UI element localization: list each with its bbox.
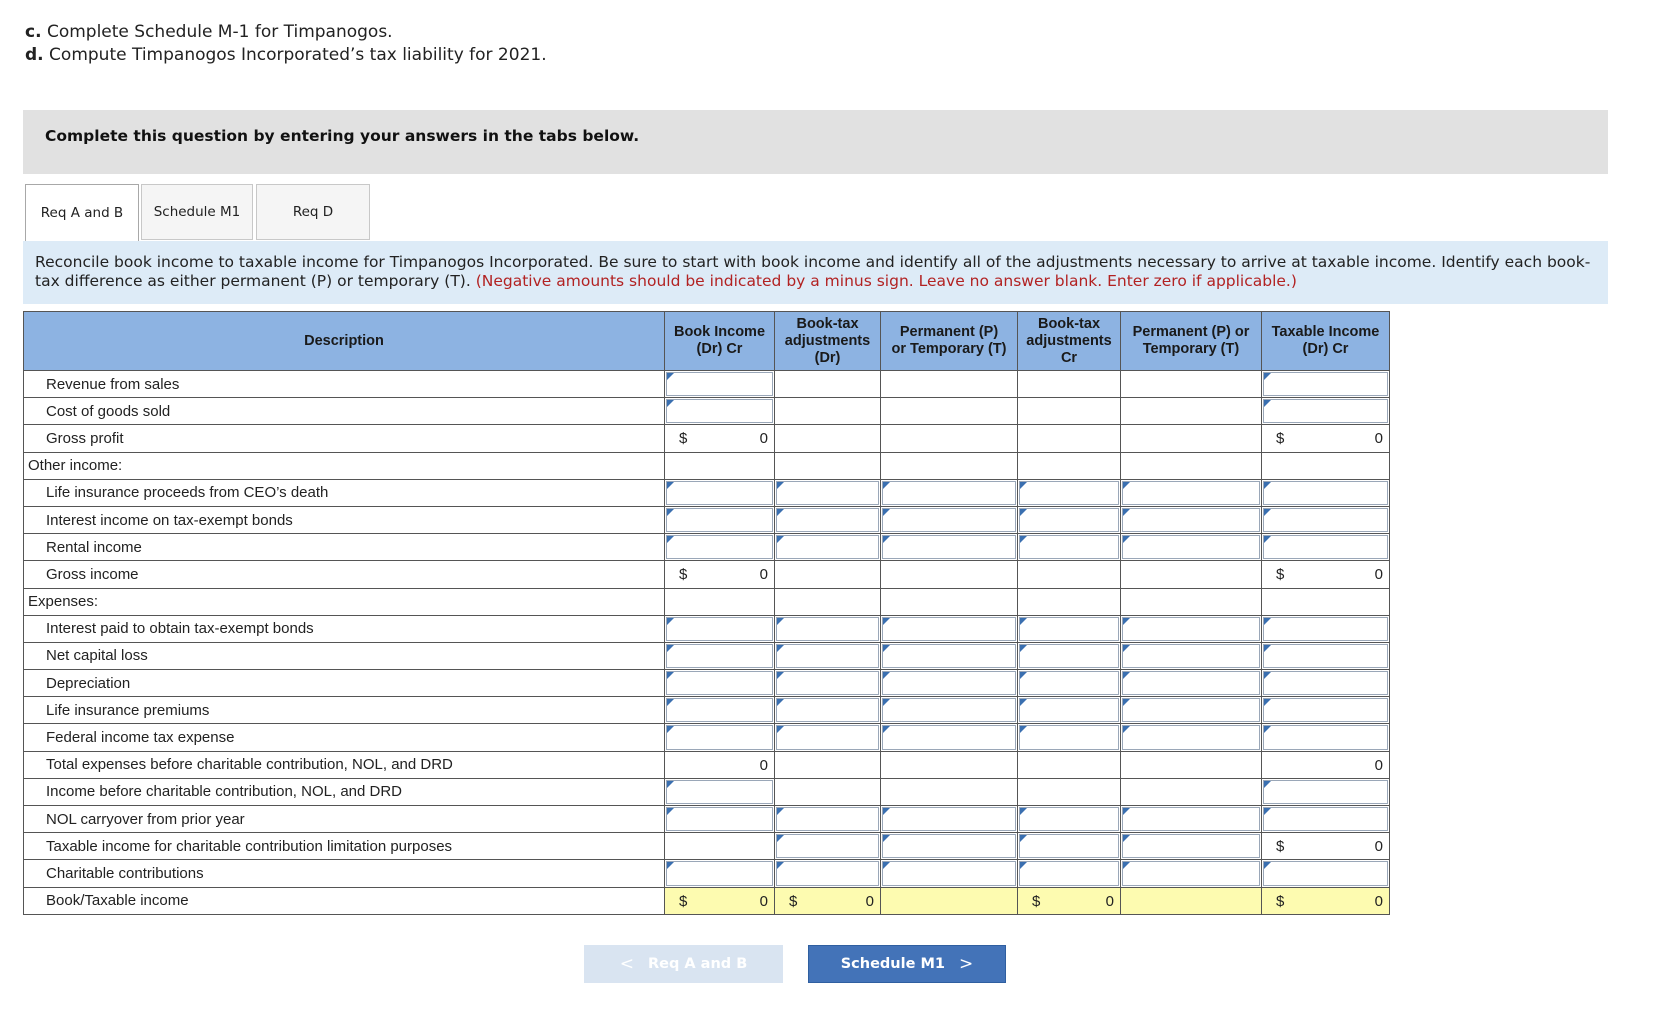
cell-book xyxy=(665,724,775,751)
cell-pt2 xyxy=(1121,697,1262,724)
row-label: Revenue from sales xyxy=(24,371,665,398)
cell-taxable xyxy=(1262,371,1390,398)
cell-adj_dr xyxy=(775,479,881,506)
input-book[interactable] xyxy=(666,807,773,831)
cell-adj_cr xyxy=(1018,806,1121,833)
row-label: Total expenses before charitable contribution, NOL, and DRD xyxy=(24,751,665,778)
row-label: Federal income tax expense xyxy=(24,724,665,751)
prompt-text: Reconcile book income to taxable income for Timpanogos Incorporated. Be sure to start with book income and identify all of the adjustments necessary to arrive at taxable income. Identify each book-tax difference as either permanent (P) or temporary (T). xyxy=(35,253,1591,290)
col-book-income: Book Income (Dr) Cr xyxy=(665,312,775,371)
input-adj_dr[interactable] xyxy=(776,617,879,641)
cell-book xyxy=(665,833,775,860)
cell-pt1 xyxy=(881,697,1018,724)
input-pt2[interactable] xyxy=(1122,807,1260,831)
input-taxable[interactable] xyxy=(1263,725,1388,749)
table-row xyxy=(24,806,1390,833)
input-adj_dr[interactable] xyxy=(776,644,879,668)
input-taxable[interactable] xyxy=(1263,617,1388,641)
cell-taxable xyxy=(1262,506,1390,533)
table-row xyxy=(24,398,1390,425)
input-pt1[interactable] xyxy=(882,508,1016,532)
table-row xyxy=(24,452,1390,479)
question-c xyxy=(25,22,393,42)
cell-pt1 xyxy=(881,806,1018,833)
input-pt1[interactable] xyxy=(882,807,1016,831)
cell-book xyxy=(665,479,775,506)
cell-taxable xyxy=(1262,534,1390,561)
cell-pt2 xyxy=(1121,833,1262,860)
row-label: Life insurance premiums xyxy=(24,697,665,724)
cell-taxable xyxy=(1262,778,1390,805)
cell-adj_dr xyxy=(775,615,881,642)
cell-pt2 xyxy=(1121,778,1262,805)
cell-book xyxy=(665,561,775,588)
cell-pt1 xyxy=(881,452,1018,479)
input-book[interactable] xyxy=(666,481,773,505)
table-row xyxy=(24,642,1390,669)
input-adj_dr[interactable] xyxy=(776,508,879,532)
tab-req-a-and-b[interactable]: Req A and B xyxy=(25,184,139,242)
cell-taxable xyxy=(1262,670,1390,697)
cell-adj_cr xyxy=(1018,371,1121,398)
cell-pt1 xyxy=(881,887,1018,914)
cell-taxable xyxy=(1262,751,1390,778)
row-label: Depreciation xyxy=(24,670,665,697)
question-c-label: c. xyxy=(25,22,42,42)
chevron-left-icon: < xyxy=(619,954,634,974)
cell-book xyxy=(665,615,775,642)
cell-adj_dr xyxy=(775,642,881,669)
input-pt1[interactable] xyxy=(882,725,1016,749)
input-pt2[interactable] xyxy=(1122,508,1260,532)
cell-pt2 xyxy=(1121,670,1262,697)
cell-adj_dr xyxy=(775,534,881,561)
currency-symbol: $ xyxy=(679,892,688,910)
cell-taxable xyxy=(1262,615,1390,642)
input-adj_cr[interactable] xyxy=(1019,698,1119,722)
input-taxable[interactable] xyxy=(1263,698,1388,722)
schedule-m1-table xyxy=(23,311,1390,915)
currency-symbol: $ xyxy=(1032,892,1041,910)
next-tab-button[interactable] xyxy=(808,945,1006,983)
prompt-box xyxy=(23,241,1608,304)
cell-adj_cr xyxy=(1018,425,1121,452)
cell-pt2 xyxy=(1121,751,1262,778)
input-book[interactable] xyxy=(666,399,773,423)
cell-taxable xyxy=(1262,425,1390,452)
cell-taxable xyxy=(1262,588,1390,615)
cell-adj_cr xyxy=(1018,615,1121,642)
input-adj_cr[interactable] xyxy=(1019,834,1119,858)
input-adj_cr[interactable] xyxy=(1019,725,1119,749)
row-label: Taxable income for charitable contribution limitation purposes xyxy=(24,833,665,860)
input-pt2[interactable] xyxy=(1122,644,1260,668)
cell-adj_dr xyxy=(775,724,881,751)
input-adj_cr[interactable] xyxy=(1019,617,1119,641)
input-book[interactable] xyxy=(666,698,773,722)
table-row xyxy=(24,561,1390,588)
cell-pt1 xyxy=(881,398,1018,425)
cell-adj_cr xyxy=(1018,561,1121,588)
cell-adj_dr xyxy=(775,778,881,805)
table-row xyxy=(24,588,1390,615)
cell-book xyxy=(665,452,775,479)
value-book: 0 xyxy=(759,756,768,774)
question-c-text: Complete Schedule M-1 for Timpanogos. xyxy=(46,22,393,42)
cell-taxable xyxy=(1262,479,1390,506)
cell-pt1 xyxy=(881,506,1018,533)
cell-adj_dr xyxy=(775,806,881,833)
row-label: Expenses: xyxy=(24,588,665,615)
input-book[interactable] xyxy=(666,780,773,804)
cell-pt1 xyxy=(881,670,1018,697)
chevron-right-icon: > xyxy=(959,954,974,974)
currency-symbol: $ xyxy=(1276,838,1285,856)
row-label: Interest paid to obtain tax-exempt bonds xyxy=(24,615,665,642)
cell-adj_cr xyxy=(1018,697,1121,724)
instruction-text: Complete this question by entering your answers in the tabs below. xyxy=(45,127,640,145)
cell-adj_dr xyxy=(775,860,881,887)
cell-book xyxy=(665,697,775,724)
cell-adj_dr xyxy=(775,398,881,425)
cell-adj_dr xyxy=(775,588,881,615)
input-adj_dr[interactable] xyxy=(776,671,879,695)
input-adj_cr[interactable] xyxy=(1019,535,1119,559)
input-pt1[interactable] xyxy=(882,481,1016,505)
cell-adj_dr xyxy=(775,833,881,860)
table-row xyxy=(24,724,1390,751)
input-adj_cr[interactable] xyxy=(1019,481,1119,505)
cell-pt2 xyxy=(1121,860,1262,887)
prev-tab-label: Req A and B xyxy=(647,956,748,972)
input-pt1[interactable] xyxy=(882,617,1016,641)
cell-pt1 xyxy=(881,724,1018,751)
table-header-row xyxy=(24,312,1390,371)
value-adj_cr: 0 xyxy=(1105,892,1114,910)
cell-pt2 xyxy=(1121,642,1262,669)
cell-adj_dr xyxy=(775,452,881,479)
cell-adj_dr xyxy=(775,751,881,778)
row-label: Charitable contributions xyxy=(24,860,665,887)
currency-symbol: $ xyxy=(789,892,798,910)
row-label: Interest income on tax-exempt bonds xyxy=(24,506,665,533)
cell-taxable xyxy=(1262,642,1390,669)
cell-pt2 xyxy=(1121,887,1262,914)
question-d xyxy=(25,45,547,65)
input-pt2[interactable] xyxy=(1122,834,1260,858)
cell-adj_cr xyxy=(1018,887,1121,914)
cell-pt1 xyxy=(881,751,1018,778)
cell-book xyxy=(665,887,775,914)
cell-taxable xyxy=(1262,398,1390,425)
value-taxable: 0 xyxy=(1374,430,1383,448)
cell-taxable xyxy=(1262,697,1390,724)
input-pt1[interactable] xyxy=(882,671,1016,695)
input-adj_dr[interactable] xyxy=(776,535,879,559)
cell-taxable xyxy=(1262,887,1390,914)
cell-pt1 xyxy=(881,778,1018,805)
cell-adj_cr xyxy=(1018,452,1121,479)
cell-taxable xyxy=(1262,806,1390,833)
input-pt2[interactable] xyxy=(1122,535,1260,559)
row-label: Other income: xyxy=(24,452,665,479)
row-label: Rental income xyxy=(24,534,665,561)
table-row xyxy=(24,506,1390,533)
cell-adj_dr xyxy=(775,506,881,533)
col-perm-temp-2: Permanent (P) or Temporary (T) xyxy=(1121,312,1262,371)
input-adj_cr[interactable] xyxy=(1019,508,1119,532)
value-taxable: 0 xyxy=(1374,838,1383,856)
col-adj-dr: Book-tax adjustments (Dr) xyxy=(775,312,881,371)
input-taxable[interactable] xyxy=(1263,508,1388,532)
cell-book xyxy=(665,670,775,697)
value-taxable: 0 xyxy=(1374,566,1383,584)
cell-book xyxy=(665,751,775,778)
next-tab-label: Schedule M1 xyxy=(840,956,946,972)
cell-pt1 xyxy=(881,561,1018,588)
cell-pt2 xyxy=(1121,561,1262,588)
row-label: Net capital loss xyxy=(24,642,665,669)
input-pt1[interactable] xyxy=(882,861,1016,885)
table-row xyxy=(24,425,1390,452)
cell-adj_cr xyxy=(1018,642,1121,669)
value-book: 0 xyxy=(759,430,768,448)
table-row xyxy=(24,371,1390,398)
instruction-banner xyxy=(23,110,1608,174)
value-book: 0 xyxy=(759,566,768,584)
input-adj_dr[interactable] xyxy=(776,807,879,831)
cell-book xyxy=(665,506,775,533)
cell-book xyxy=(665,534,775,561)
table-row xyxy=(24,860,1390,887)
currency-symbol: $ xyxy=(679,566,688,584)
input-book[interactable] xyxy=(666,861,773,885)
input-taxable[interactable] xyxy=(1263,399,1388,423)
cell-pt2 xyxy=(1121,588,1262,615)
cell-adj_cr xyxy=(1018,588,1121,615)
cell-book xyxy=(665,778,775,805)
table-row xyxy=(24,697,1390,724)
row-label: Income before charitable contribution, NOL, and DRD xyxy=(24,778,665,805)
cell-pt2 xyxy=(1121,806,1262,833)
input-book[interactable] xyxy=(666,508,773,532)
cell-pt1 xyxy=(881,833,1018,860)
cell-pt1 xyxy=(881,425,1018,452)
row-label: NOL carryover from prior year xyxy=(24,806,665,833)
input-adj_cr[interactable] xyxy=(1019,671,1119,695)
cell-pt2 xyxy=(1121,452,1262,479)
row-label: Gross profit xyxy=(24,425,665,452)
cell-adj_cr xyxy=(1018,778,1121,805)
input-pt1[interactable] xyxy=(882,834,1016,858)
input-adj_dr[interactable] xyxy=(776,834,879,858)
row-label: Book/Taxable income xyxy=(24,887,665,914)
cell-adj_cr xyxy=(1018,506,1121,533)
question-d-label: d. xyxy=(25,45,44,65)
cell-pt1 xyxy=(881,615,1018,642)
col-perm-temp-1: Permanent (P) or Temporary (T) xyxy=(881,312,1018,371)
currency-symbol: $ xyxy=(1276,566,1285,584)
input-pt1[interactable] xyxy=(882,644,1016,668)
cell-pt2 xyxy=(1121,534,1262,561)
input-adj_cr[interactable] xyxy=(1019,644,1119,668)
cell-adj_dr xyxy=(775,371,881,398)
cell-taxable xyxy=(1262,724,1390,751)
tab-schedule-m1[interactable]: Schedule M1 xyxy=(141,184,253,240)
cell-taxable xyxy=(1262,561,1390,588)
input-taxable[interactable] xyxy=(1263,481,1388,505)
cell-pt2 xyxy=(1121,506,1262,533)
input-pt2[interactable] xyxy=(1122,861,1260,885)
cell-pt1 xyxy=(881,588,1018,615)
input-adj_dr[interactable] xyxy=(776,481,879,505)
cell-pt2 xyxy=(1121,398,1262,425)
col-taxable-income: Taxable Income (Dr) Cr xyxy=(1262,312,1390,371)
cell-adj_dr xyxy=(775,697,881,724)
cell-taxable xyxy=(1262,833,1390,860)
value-adj_dr: 0 xyxy=(865,892,874,910)
input-pt2[interactable] xyxy=(1122,481,1260,505)
cell-pt1 xyxy=(881,479,1018,506)
input-book[interactable] xyxy=(666,535,773,559)
cell-adj_cr xyxy=(1018,479,1121,506)
cell-adj_dr xyxy=(775,425,881,452)
cell-pt2 xyxy=(1121,615,1262,642)
value-taxable: 0 xyxy=(1374,892,1383,910)
currency-symbol: $ xyxy=(1276,892,1285,910)
cell-book xyxy=(665,398,775,425)
cell-pt1 xyxy=(881,642,1018,669)
input-pt2[interactable] xyxy=(1122,671,1260,695)
input-book[interactable] xyxy=(666,617,773,641)
cell-adj_cr xyxy=(1018,670,1121,697)
input-pt1[interactable] xyxy=(882,535,1016,559)
input-adj_dr[interactable] xyxy=(776,861,879,885)
col-adj-cr: Book-tax adjustments Cr xyxy=(1018,312,1121,371)
input-adj_cr[interactable] xyxy=(1019,861,1119,885)
input-taxable[interactable] xyxy=(1263,535,1388,559)
cell-pt1 xyxy=(881,371,1018,398)
table-row xyxy=(24,534,1390,561)
table-row xyxy=(24,479,1390,506)
cell-pt2 xyxy=(1121,724,1262,751)
cell-adj_cr xyxy=(1018,751,1121,778)
input-taxable[interactable] xyxy=(1263,644,1388,668)
input-pt2[interactable] xyxy=(1122,617,1260,641)
cell-adj_cr xyxy=(1018,534,1121,561)
currency-symbol: $ xyxy=(1276,430,1285,448)
input-pt1[interactable] xyxy=(882,698,1016,722)
value-taxable: 0 xyxy=(1374,756,1383,774)
cell-adj_dr xyxy=(775,561,881,588)
input-book[interactable] xyxy=(666,372,773,396)
tab-req-d[interactable]: Req D xyxy=(256,184,370,240)
cell-book xyxy=(665,642,775,669)
input-pt2[interactable] xyxy=(1122,698,1260,722)
cell-book xyxy=(665,806,775,833)
row-label: Life insurance proceeds from CEO’s death xyxy=(24,479,665,506)
input-book[interactable] xyxy=(666,644,773,668)
input-book[interactable] xyxy=(666,725,773,749)
cell-pt2 xyxy=(1121,371,1262,398)
table-row xyxy=(24,833,1390,860)
row-label: Cost of goods sold xyxy=(24,398,665,425)
cell-adj_cr xyxy=(1018,833,1121,860)
row-label: Gross income xyxy=(24,561,665,588)
input-taxable[interactable] xyxy=(1263,671,1388,695)
input-taxable[interactable] xyxy=(1263,780,1388,804)
input-taxable[interactable] xyxy=(1263,807,1388,831)
input-taxable[interactable] xyxy=(1263,372,1388,396)
input-adj_dr[interactable] xyxy=(776,725,879,749)
prev-tab-button[interactable] xyxy=(584,945,783,983)
input-pt2[interactable] xyxy=(1122,725,1260,749)
cell-book xyxy=(665,588,775,615)
cell-book xyxy=(665,425,775,452)
currency-symbol: $ xyxy=(679,430,688,448)
cell-book xyxy=(665,371,775,398)
input-adj_dr[interactable] xyxy=(776,698,879,722)
cell-adj_cr xyxy=(1018,860,1121,887)
input-taxable[interactable] xyxy=(1263,861,1388,885)
question-d-text: Compute Timpanogos Incorporated’s tax liability for 2021. xyxy=(49,45,547,65)
table-row xyxy=(24,751,1390,778)
table-row xyxy=(24,615,1390,642)
cell-taxable xyxy=(1262,452,1390,479)
prompt-note: (Negative amounts should be indicated by a minus sign. Leave no answer blank. Enter zero if applicable.) xyxy=(475,272,1297,290)
value-book: 0 xyxy=(759,892,768,910)
cell-adj_cr xyxy=(1018,724,1121,751)
cell-pt2 xyxy=(1121,479,1262,506)
cell-pt2 xyxy=(1121,425,1262,452)
cell-taxable xyxy=(1262,860,1390,887)
table-row xyxy=(24,778,1390,805)
cell-pt1 xyxy=(881,534,1018,561)
table-row xyxy=(24,887,1390,914)
col-description: Description xyxy=(24,312,665,371)
cell-book xyxy=(665,860,775,887)
cell-adj_dr xyxy=(775,670,881,697)
cell-adj_dr xyxy=(775,887,881,914)
cell-adj_cr xyxy=(1018,398,1121,425)
input-adj_cr[interactable] xyxy=(1019,807,1119,831)
cell-pt1 xyxy=(881,860,1018,887)
input-book[interactable] xyxy=(666,671,773,695)
table-row xyxy=(24,670,1390,697)
